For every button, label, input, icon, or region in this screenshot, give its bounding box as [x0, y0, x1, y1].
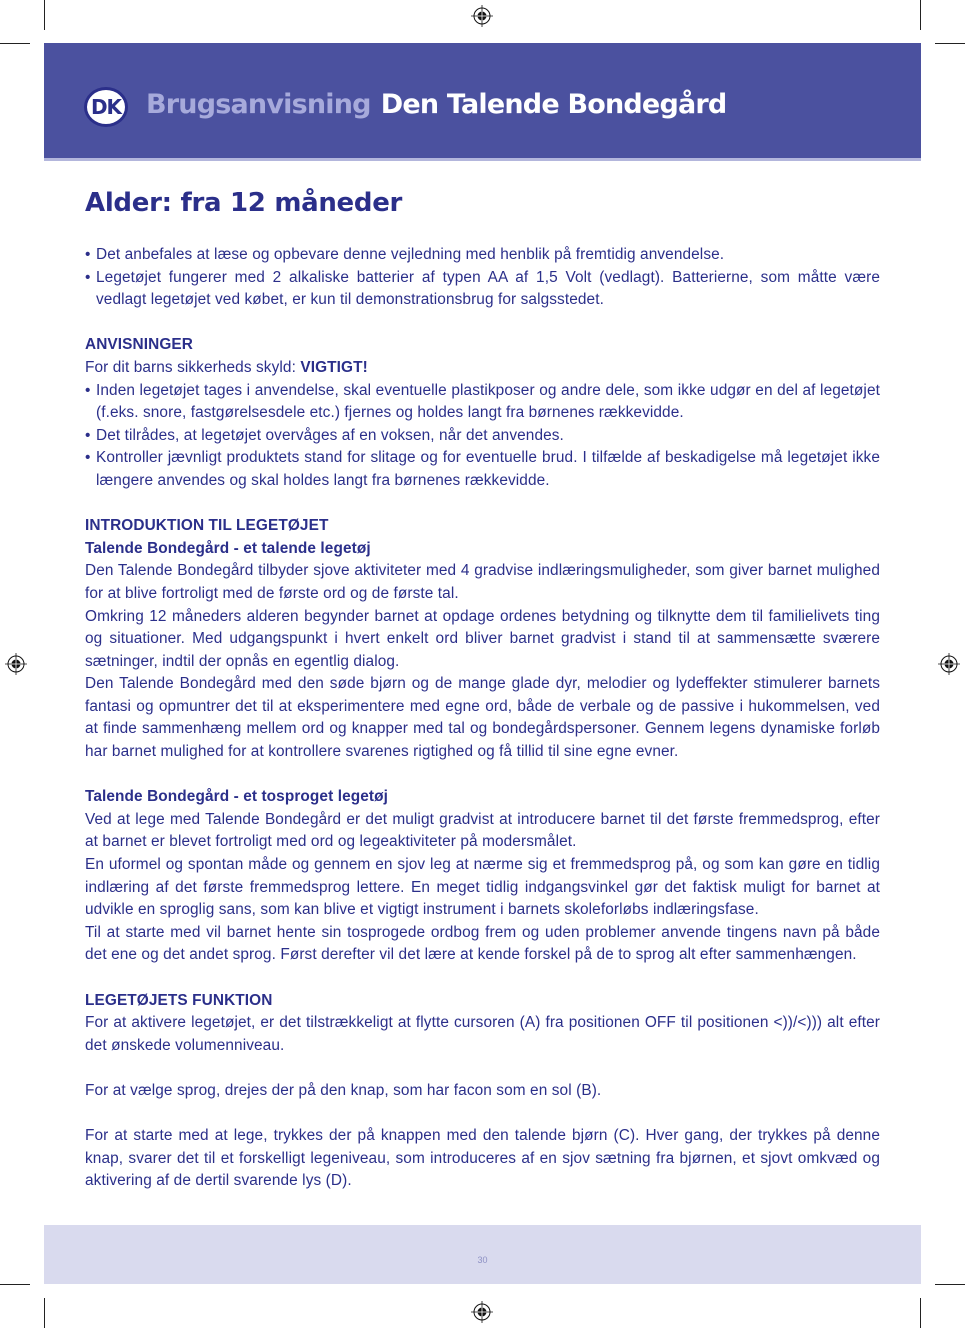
page-number: 30 [477, 1255, 488, 1265]
crop-mark [44, 1298, 45, 1328]
paragraph: For at starte med at lege, trykkes der på knappen med den talende bjørn (C). Hver gang, der trykkes på denne knap, svarer det til et forskelligt legeniveau, som introduceres af en sjov sætning fra bjørnen, et sjovt omkvæd og aktivering af de dertil svarende lys (D). [85, 1127, 880, 1190]
paragraph: For at vælge sprog, drejes der på den knap, som har facon som en sol (B). [85, 1081, 602, 1099]
title-brugsanvisning: Brugsanvisning [146, 89, 371, 120]
registration-mark-icon [938, 653, 960, 675]
paragraph: For at aktivere legetøjet, er det tilstrækkeligt at flytte cursoren (A) fra positionen OFF til positionen <))/<))) alt efter det ønskede volumenniveau. [85, 1014, 880, 1054]
paragraph: Omkring 12 måneders alderen begynder barnet at opdage ordenes betydning og tilknytte dem til familielivets ting og situationer. Med udgangspunkt i hvert enkelt ord bliver barnet gradvist i stand til at sammensætte sværere sætninger, indtil der opnås en egentlig dialog. [85, 607, 880, 670]
document-title [146, 89, 726, 120]
footer-band [44, 1225, 921, 1284]
paragraph: Ved at lege med Talende Bondegård er det muligt gradvist at introducere barnet til det første fremmedsprog, efter at barnet er blevet fortroligt med ord og legeaktiviteter på modersmålet. [85, 810, 880, 851]
paragraph: Den Talende Bondegård med den søde bjørn og de mange glade dyr, melodier og lydeffekter stimulerer barnets fantasi og opmuntrer det til at eksperimentere med egne ord, både de verbale og de passive i hukommelsen, ved at finde sammenhæng mellem ord og knapper med tal og bondegårdspersoner. Gennem legens dynamiske forløb har barnet mulighed for at kontrollere svarenes rigtighed og få tillid til sine egne evner. [85, 675, 880, 761]
crop-mark [920, 0, 921, 30]
crop-mark [0, 43, 30, 44]
safety-important: VIGTIGT! [300, 358, 368, 376]
list-item: • Kontroller jævnligt produktets stand for slitage og for eventuelle brud. I tilfælde af beskadigelse må legetøjet ikke længere anvendes og skal holdes langt fra børnenes rækkevidde. [85, 447, 880, 492]
section-subtitle: Talende Bondegård - et tosproget legetøj [85, 788, 388, 806]
crop-mark [920, 1298, 921, 1328]
paragraph: Den Talende Bondegård tilbyder sjove aktiviteter med 4 gradvise indlæringsmuligheder, som giver barnet mulighed for at blive fortroligt med de første ord og de første tal. [85, 562, 880, 602]
language-badge: DK [84, 87, 128, 127]
main-content [85, 184, 880, 1193]
safety-lead-text: For dit barns sikkerheds skyld: [85, 358, 301, 376]
paragraph: Til at starte med vil barnet hente sin tosprogede ordbog frem og uden problemer anvende tingens navn på både det ene og det andet sprog. Først derefter vil det lære at kende forskel på de to sprog alt efter sammenhængen. [85, 923, 880, 964]
crop-mark [44, 0, 45, 30]
page-heading: Alder: fra 12 måneder [85, 188, 403, 218]
paragraph: En uformel og spontan måde og gennem en sjov leg at nærme sig et fremmedsprog på, og som kan gøre en tidlig indlæring af det første fremmedsprog lettere. En meget tidlig indgangsvinkel gør det faktisk muligt for barnet at udvikle en sproglig sans, som kan blive et vigtigt instrument i barnets skoleforløbs indlæringsfase. [85, 856, 880, 919]
safety-lead [85, 357, 880, 380]
section-title-funktion: LEGETØJETS FUNKTION [85, 991, 273, 1009]
section-title-anvisninger: ANVISNINGER [85, 336, 193, 354]
title-product-name: Den Talende Bondegård [380, 89, 727, 120]
list-item: • Det anbefales at læse og opbevare denne vejledning med henblik på fremtidig anvendelse. [85, 244, 880, 267]
section-subtitle: Talende Bondegård - et talende legetøj [85, 539, 371, 557]
section-title-introduktion: INTRODUKTION TIL LEGETØJET [85, 517, 329, 535]
header-banner [44, 43, 921, 161]
registration-mark-icon [5, 653, 27, 675]
crop-mark [935, 1284, 965, 1285]
crop-mark [0, 1284, 30, 1285]
list-item: • Legetøjet fungerer med 2 alkaliske batterier af typen AA af 1,5 Volt (vedlagt). Batterierne, som måtte være vedlagt legetøjet ved købet, er kun til demonstrationsbrug for salgsstedet. [85, 267, 880, 312]
list-item: • Det tilrådes, at legetøjet overvåges af en voksen, når det anvendes. [85, 425, 880, 448]
crop-mark [935, 43, 965, 44]
list-item: • Inden legetøjet tages i anvendelse, skal eventuelle plastikposer og andre dele, som ikke udgør en del af legetøjet (f.eks. snore, fastgørelsesdele etc.) fjernes og holdes langt fra børnenes rækkevidde. [85, 380, 880, 425]
registration-mark-icon [471, 5, 493, 27]
registration-mark-icon [471, 1301, 493, 1323]
